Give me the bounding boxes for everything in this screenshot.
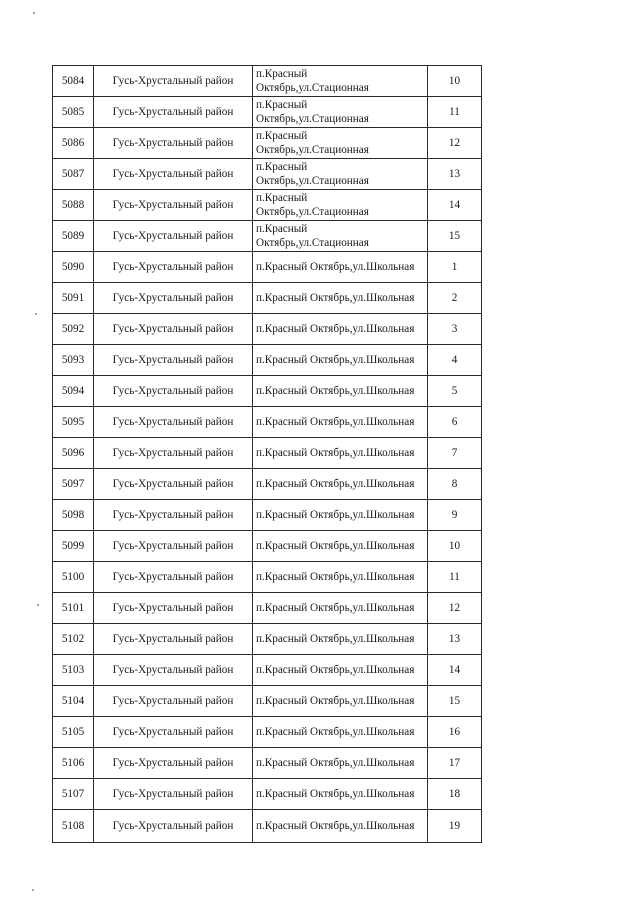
address-line-2: Октябрь,ул.Стационная (256, 144, 369, 156)
house-number-cell: 12 (428, 593, 482, 624)
record-number-cell: 5087 (53, 159, 94, 190)
address-cell (253, 97, 428, 128)
record-number-cell: 5094 (53, 376, 94, 407)
house-number-cell: 15 (428, 221, 482, 252)
record-number-cell: 5095 (53, 407, 94, 438)
district-cell: Гусь-Хрустальный район (94, 748, 253, 779)
table-row (53, 407, 482, 438)
house-number-cell: 7 (428, 438, 482, 469)
address-cell (253, 159, 428, 190)
address-line-1: п.Красный (256, 192, 308, 204)
record-number-cell: 5088 (53, 190, 94, 221)
record-number-cell: 5097 (53, 469, 94, 500)
district-cell: Гусь-Хрустальный район (94, 717, 253, 748)
address-cell: п.Красный Октябрь,ул.Школьная (253, 779, 428, 810)
address-cell: п.Красный Октябрь,ул.Школьная (253, 748, 428, 779)
district-cell: Гусь-Хрустальный район (94, 252, 253, 283)
house-number-cell: 17 (428, 748, 482, 779)
scan-speck (33, 12, 35, 14)
address-cell: п.Красный Октябрь,ул.Школьная (253, 686, 428, 717)
district-cell: Гусь-Хрустальный район (94, 531, 253, 562)
table-row (53, 686, 482, 717)
address-cell: п.Красный Октябрь,ул.Школьная (253, 810, 428, 843)
table-row (53, 97, 482, 128)
district-cell: Гусь-Хрустальный район (94, 469, 253, 500)
district-cell: Гусь-Хрустальный район (94, 66, 253, 97)
district-cell: Гусь-Хрустальный район (94, 128, 253, 159)
address-line-1: п.Красный (256, 223, 308, 235)
district-cell: Гусь-Хрустальный район (94, 593, 253, 624)
table-row (53, 66, 482, 97)
house-number-cell: 14 (428, 655, 482, 686)
house-number-cell: 3 (428, 314, 482, 345)
record-number-cell: 5096 (53, 438, 94, 469)
address-cell (253, 221, 428, 252)
record-number-cell: 5104 (53, 686, 94, 717)
record-number-cell: 5085 (53, 97, 94, 128)
table-row (53, 593, 482, 624)
address-cell: п.Красный Октябрь,ул.Школьная (253, 407, 428, 438)
scan-speck (35, 313, 37, 315)
record-number-cell: 5108 (53, 810, 94, 843)
address-table (52, 65, 482, 843)
address-cell: п.Красный Октябрь,ул.Школьная (253, 500, 428, 531)
address-cell: п.Красный Октябрь,ул.Школьная (253, 562, 428, 593)
record-number-cell: 5099 (53, 531, 94, 562)
record-number-cell: 5091 (53, 283, 94, 314)
address-cell (253, 128, 428, 159)
record-number-cell: 5106 (53, 748, 94, 779)
address-line-2: Октябрь,ул.Стационная (256, 175, 369, 187)
district-cell: Гусь-Хрустальный район (94, 438, 253, 469)
record-number-cell: 5086 (53, 128, 94, 159)
district-cell: Гусь-Хрустальный район (94, 97, 253, 128)
house-number-cell: 10 (428, 531, 482, 562)
record-number-cell: 5102 (53, 624, 94, 655)
table-row (53, 531, 482, 562)
house-number-cell: 18 (428, 779, 482, 810)
house-number-cell: 11 (428, 97, 482, 128)
house-number-cell: 8 (428, 469, 482, 500)
address-table-body (53, 66, 482, 843)
table-row (53, 624, 482, 655)
address-line-2: Октябрь,ул.Стационная (256, 237, 369, 249)
record-number-cell: 5098 (53, 500, 94, 531)
house-number-cell: 1 (428, 252, 482, 283)
district-cell: Гусь-Хрустальный район (94, 159, 253, 190)
district-cell: Гусь-Хрустальный район (94, 500, 253, 531)
table-row (53, 221, 482, 252)
address-line-1: п.Красный (256, 161, 308, 173)
address-cell: п.Красный Октябрь,ул.Школьная (253, 314, 428, 345)
record-number-cell: 5107 (53, 779, 94, 810)
record-number-cell: 5084 (53, 66, 94, 97)
table-row (53, 500, 482, 531)
address-cell (253, 66, 428, 97)
record-number-cell: 5093 (53, 345, 94, 376)
house-number-cell: 13 (428, 624, 482, 655)
address-cell: п.Красный Октябрь,ул.Школьная (253, 469, 428, 500)
table-row (53, 252, 482, 283)
table-row (53, 438, 482, 469)
district-cell: Гусь-Хрустальный район (94, 283, 253, 314)
table-row (53, 314, 482, 345)
house-number-cell: 9 (428, 500, 482, 531)
address-line-1: п.Красный (256, 130, 308, 142)
record-number-cell: 5103 (53, 655, 94, 686)
district-cell: Гусь-Хрустальный район (94, 221, 253, 252)
record-number-cell: 5089 (53, 221, 94, 252)
table-row (53, 159, 482, 190)
house-number-cell: 11 (428, 562, 482, 593)
district-cell: Гусь-Хрустальный район (94, 686, 253, 717)
table-row (53, 283, 482, 314)
address-cell: п.Красный Октябрь,ул.Школьная (253, 283, 428, 314)
district-cell: Гусь-Хрустальный район (94, 624, 253, 655)
house-number-cell: 2 (428, 283, 482, 314)
address-cell: п.Красный Октябрь,ул.Школьная (253, 717, 428, 748)
address-cell: п.Красный Октябрь,ул.Школьная (253, 376, 428, 407)
district-cell: Гусь-Хрустальный район (94, 810, 253, 843)
table-row (53, 779, 482, 810)
address-cell: п.Красный Октябрь,ул.Школьная (253, 624, 428, 655)
table-row (53, 376, 482, 407)
house-number-cell: 5 (428, 376, 482, 407)
address-line-2: Октябрь,ул.Стационная (256, 113, 369, 125)
address-line-2: Октябрь,ул.Стационная (256, 206, 369, 218)
house-number-cell: 15 (428, 686, 482, 717)
record-number-cell: 5100 (53, 562, 94, 593)
record-number-cell: 5101 (53, 593, 94, 624)
address-line-2: Октябрь,ул.Стационная (256, 82, 369, 94)
address-line-1: п.Красный (256, 68, 308, 80)
house-number-cell: 14 (428, 190, 482, 221)
table-row (53, 562, 482, 593)
house-number-cell: 13 (428, 159, 482, 190)
house-number-cell: 16 (428, 717, 482, 748)
district-cell: Гусь-Хрустальный район (94, 655, 253, 686)
address-cell (253, 190, 428, 221)
district-cell: Гусь-Хрустальный район (94, 345, 253, 376)
address-cell: п.Красный Октябрь,ул.Школьная (253, 655, 428, 686)
district-cell: Гусь-Хрустальный район (94, 376, 253, 407)
table-row (53, 469, 482, 500)
table-row (53, 810, 482, 843)
house-number-cell: 4 (428, 345, 482, 376)
address-cell: п.Красный Октябрь,ул.Школьная (253, 345, 428, 376)
scan-speck (32, 889, 34, 891)
district-cell: Гусь-Хрустальный район (94, 562, 253, 593)
house-number-cell: 19 (428, 810, 482, 843)
scan-speck (37, 604, 39, 606)
district-cell: Гусь-Хрустальный район (94, 314, 253, 345)
house-number-cell: 6 (428, 407, 482, 438)
record-number-cell: 5090 (53, 252, 94, 283)
house-number-cell: 12 (428, 128, 482, 159)
table-row (53, 128, 482, 159)
address-cell: п.Красный Октябрь,ул.Школьная (253, 252, 428, 283)
record-number-cell: 5092 (53, 314, 94, 345)
district-cell: Гусь-Хрустальный район (94, 407, 253, 438)
address-line-1: п.Красный (256, 99, 308, 111)
district-cell: Гусь-Хрустальный район (94, 190, 253, 221)
table-row (53, 190, 482, 221)
table-row (53, 748, 482, 779)
table-row (53, 717, 482, 748)
record-number-cell: 5105 (53, 717, 94, 748)
address-cell: п.Красный Октябрь,ул.Школьная (253, 438, 428, 469)
address-cell: п.Красный Октябрь,ул.Школьная (253, 593, 428, 624)
table-row (53, 655, 482, 686)
address-cell: п.Красный Октябрь,ул.Школьная (253, 531, 428, 562)
district-cell: Гусь-Хрустальный район (94, 779, 253, 810)
house-number-cell: 10 (428, 66, 482, 97)
table-row (53, 345, 482, 376)
